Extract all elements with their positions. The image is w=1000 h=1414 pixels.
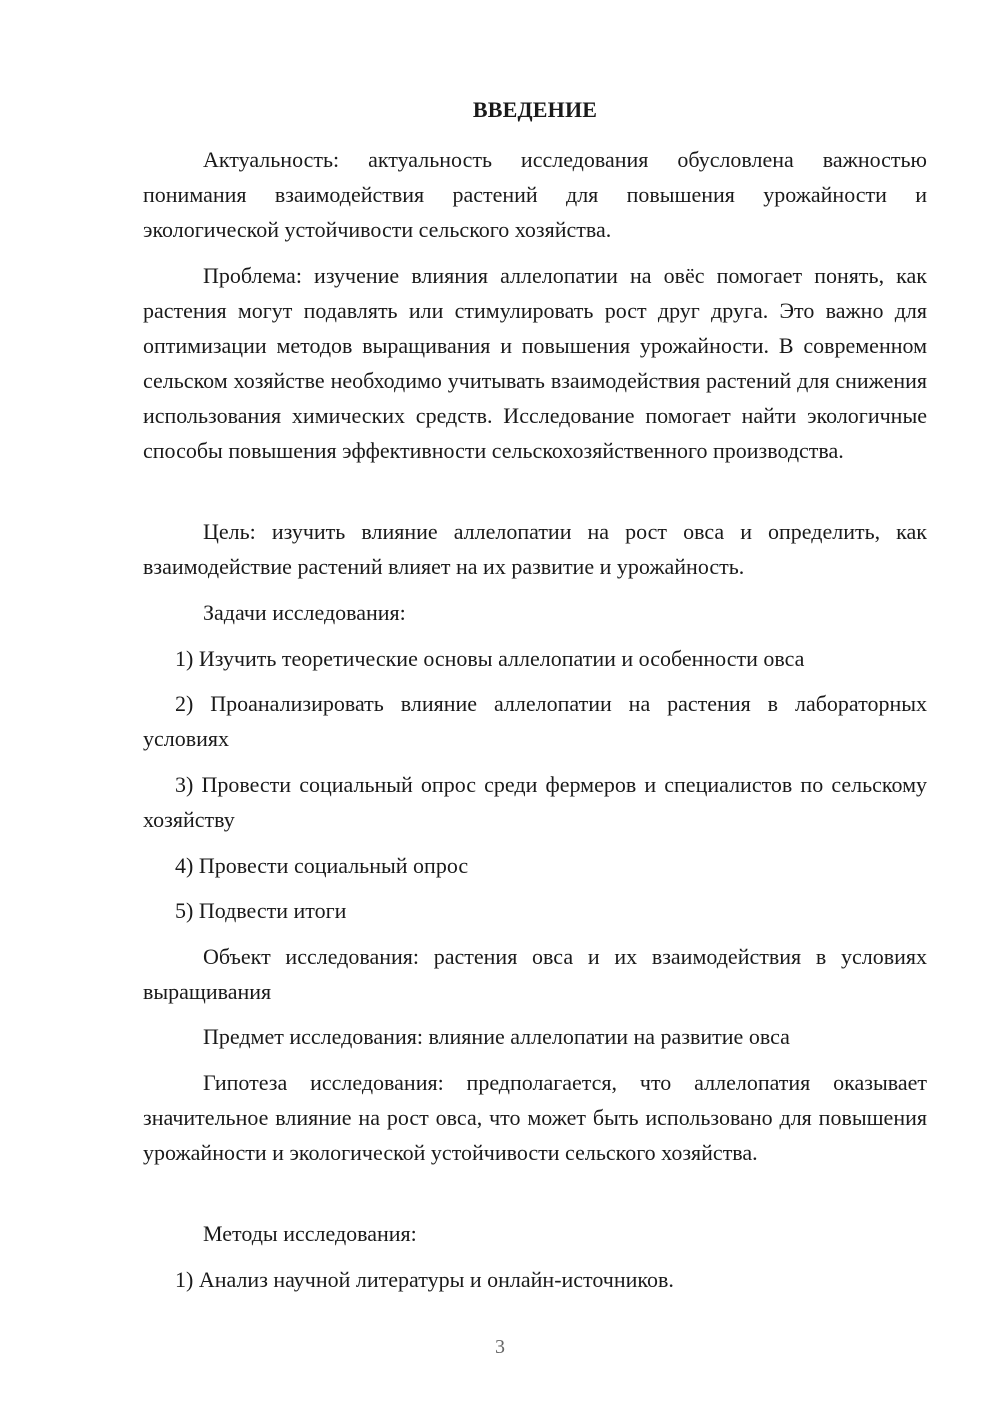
list-item-method-1: 1) Анализ научной литературы и онлайн-источников.: [175, 1267, 674, 1292]
list-item-task-5: 5) Подвести итоги: [175, 898, 347, 923]
paragraph-subject: Предмет исследования: влияние аллелопатии на развитие овса: [203, 1024, 790, 1049]
list-item-task-2: 2) Проанализировать влияние аллелопатии на растения в лабораторных условиях: [143, 691, 927, 751]
paragraph-relevance: Актуальность: актуальность исследования обусловлена важностью понимания взаимодействия растений для повышения урожайности и экологической устойчивости сельского хозяйства.: [143, 147, 927, 242]
section-title: ВВЕДЕНИЕ: [472, 97, 598, 122]
list-item-task-1: 1) Изучить теоретические основы аллелопатии и особенности овса: [175, 646, 805, 671]
page-number: 3: [495, 1336, 505, 1358]
paragraph-methods-heading: Методы исследования:: [203, 1221, 417, 1246]
paragraph-tasks-heading: Задачи исследования:: [203, 600, 406, 625]
paragraph-problem: Проблема: изучение влияния аллелопатии на овёс помогает понять, как растения могут подавлять или стимулировать рост друг друга. Это важно для оптимизации методов выращивания и повышения урожайности. В современном сельском хозяйстве необходимо учитывать взаимодействия растений для снижения использования химических средств. Исследование помогает найти экологичные способы повышения эффективности сельскохозяйственного производства.: [143, 263, 927, 463]
paragraph-object: Объект исследования: растения овса и их взаимодействия в условиях выращивания: [143, 944, 927, 1004]
paragraph-hypothesis: Гипотеза исследования: предполагается, что аллелопатия оказывает значительное влияние на рост овса, что может быть использовано для повышения урожайности и экологической устойчивости сельского хозяйства.: [143, 1070, 927, 1165]
paragraph-goal: Цель: изучить влияние аллелопатии на рост овса и определить, как взаимодействие растений влияет на их развитие и урожайность.: [143, 519, 927, 579]
list-item-task-4: 4) Провести социальный опрос: [175, 853, 469, 878]
list-item-task-3: 3) Провести социальный опрос среди фермеров и специалистов по сельскому хозяйству: [143, 772, 927, 832]
